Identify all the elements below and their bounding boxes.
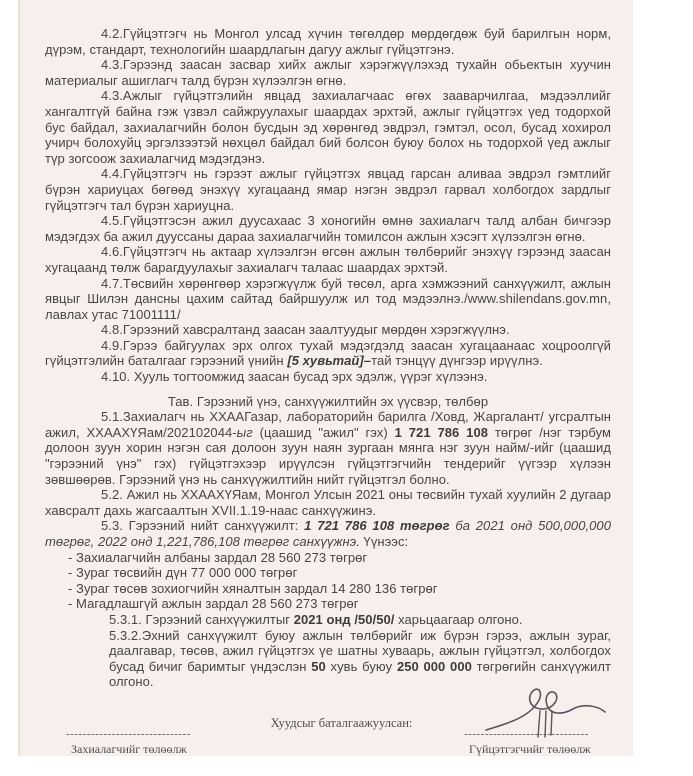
- paragraph-8: [45, 322, 611, 338]
- paragraph-4: [45, 166, 611, 213]
- paragraph-19: [109, 612, 611, 628]
- paragraph-3: [45, 88, 611, 166]
- text-segment: 4.3.Ажлыг гүйцэтгэлийн явцад захиалагчаас өгөх зааварчилгаа, мэдээллийг хангалтгүй байна гэж үзвэл сайжруулахыг шаардах эрхтэй, ажлыг гүйцэтгэх үед тодорхой бус байдал, захиалагчийн болон бусдын эд хөрөнгөд эвдрэл, гэмтэл, осол, бусад хохирол учирч болохуйц эргэлзээтэй нөхцөл байдал бий болсон буюу болох нь тодорхой үед ажлыг түр зогсоож захиалагчид мэдэгдэнэ.: [45, 88, 611, 166]
- text-segment: 5.3.2.Эхний санхүүжилт буюу ажлын төлбөрийг иж бүрэн гэрээ, ажлын зураг, даалгавар, төсөв, ажил гүйцэтгэх үе шатны хуваарь, ажлын гүйцэтгэл, холбогдох бусад бичиг баримтыг үндэслэн: [109, 627, 611, 674]
- paragraph-11: [45, 394, 611, 410]
- text-segment: [5 хувьтай]–: [287, 353, 372, 369]
- text-segment: Тав. Гэрээний үнэ, санхүүжилтийн эх үүсвэр, төлбөр: [167, 393, 489, 409]
- text-segment: 250 000 000: [396, 658, 472, 674]
- text-segment: 50: [311, 658, 326, 674]
- client-role-label: Захиалагчийг төлөөлж: [71, 742, 187, 756]
- text-segment: 5.2. Ажил нь ХХААХҮЯам, Монгол Улсын 2021 оны төсвийн тухай хуулийн 2 дугаар хавсралт дахь жагсаалтын XVII.1.19-наас санхүүжинэ.: [45, 487, 611, 518]
- paragraph-13: [45, 487, 611, 518]
- text-segment: 4.3.Гэрээнд заасан засвар хийх ажлыг хэрэгжүүлэхэд тухайн обьектын хуучин материалыг ашиглагч талд бүрэн хүлээлгэн өгнө.: [45, 57, 611, 88]
- text-segment: - Магадлашгүй ажлын зардал 28 560 273 төгрөг: [68, 596, 359, 612]
- contractor-signature-block: [464, 729, 590, 756]
- paragraph-1: [45, 26, 611, 57]
- text-segment: 4.9.Гэрээ байгуулах эрх олгох тухай мэдэгдэлд заасан хугацаанаас хоцроолгүй гүйцэтгэлийн баталгааг гэрээний үнийн: [45, 337, 611, 369]
- text-segment: 4.6.Гүйцэтгэгч нь актаар хүлээлгэн өгсөн ажлын төлбөрийг энэхүү гэрээнд заасан хугацаанд төлж барагдуулахыг захиалагч талаас шаардах эрхтэй.: [45, 244, 611, 275]
- text-segment: ба 2021 онд 500,000,000 төгрөг, 2022 онд 1,221,786,108 төгрөг санхүүжнэ.: [45, 518, 611, 549]
- text-segment: ыг: [236, 424, 253, 440]
- paragraph-12: [45, 409, 611, 487]
- paragraph-15: [68, 550, 611, 566]
- text-segment: - Захиалагчийн албаны зардал 28 560 273 төгрөг: [68, 549, 368, 565]
- document-page: [18, 0, 633, 756]
- text-segment: харьцаагаар олгоно.: [394, 611, 523, 627]
- text-segment: (цаашид "ажил" гэх): [252, 424, 395, 440]
- client-signature-line: ------------------------------: [66, 728, 191, 740]
- text-segment: 1 721 786 108 төгрөг: [304, 518, 450, 534]
- text-segment: төгрөгийн санхүүжилт олгоно.: [109, 658, 611, 690]
- text-segment: 1 721 786 108: [394, 424, 489, 440]
- paragraph-7: [45, 276, 611, 323]
- text-segment: - Зураг төсөв зохиогчийн хяналтын зардал 14 280 136 төгрөг: [68, 580, 438, 596]
- text-segment: 4.2.Гүйцэтгэгч нь Монгол улсад хүчин төгөлдөр мөрдөгдөж буй барилгын норм, дүрэм, стандарт, технологийн шаардлагын дагуу ажлыг гүйцэтгэнэ.: [45, 26, 611, 57]
- text-segment: хувь буюу: [325, 658, 397, 674]
- text-segment: 4.8.Гэрээний хавсралтанд заасан заалтуудыг мөрдөн хэрэгжүүлнэ.: [101, 322, 510, 338]
- paragraph-17: [68, 581, 611, 597]
- paragraph-10: [45, 369, 611, 385]
- paragraph-16: [68, 565, 611, 581]
- text-segment: 5.3.1. Гэрээний санхүүжилтыг: [109, 611, 294, 627]
- paragraph-14: [45, 518, 611, 549]
- contractor-role-label: Гүйцэтгэгчийг төлөөлж: [469, 742, 591, 756]
- client-signature-block: [66, 729, 191, 756]
- document-body: [20, 0, 633, 690]
- paragraph-6: [45, 244, 611, 275]
- text-segment: - Зураг төсвийн дүн 77 000 000 төгрөг: [68, 565, 298, 581]
- paragraph-18: [68, 596, 611, 612]
- text-segment: Үүнээс:: [359, 534, 409, 549]
- text-segment: 4.10. Хууль тогтоомжид заасан бусад эрх эдэлж, үүрэг хүлээнэ.: [101, 369, 488, 385]
- text-segment: төгрөг /нэг тэрбум долоон зуун хорин нэгэн сая долоон зуун наян зургаан мянга нэг зуун найм/-ийг (цаашид "гэрээний үнэ" гэх) гүйцэтгэхээр ирүүлсэн гүйцэтгэгчийн тендерийг үүгээр хүлээн зөвшөөрөв. Гэрээний үнэ нь санхүүжилтийн нийт гүйцэтгэл болно.: [45, 424, 611, 487]
- text-segment: 2021 онд /50/50/: [293, 611, 395, 627]
- text-segment: 4.7.Төсвийн хөрөнгөөр хэрэгжүүлж буй төсөл, арга хэмжээний санхүүжилт, ажлын явцыг Шилэн дансны цахим сайтад байршуулж ил тод мэдээлнэ./www.shilendans.gov.mn, лавлах утас 71001111/: [45, 275, 611, 322]
- paragraph-5: [45, 213, 611, 244]
- paragraph-9: [45, 338, 611, 369]
- text-segment: 4.4.Гүйцэтгэгч нь гэрээт ажлыг гүйцэтгэх явцад гарсан аливаа эвдрэл гэмтлийг бүрэн хариуцах бөгөөд энэхүү хугацаанд ямар нэгэн эвдрэл гарвал холбогдох зардлыг гүйцэтгэгч тал бүрэн хариуцна.: [45, 166, 611, 213]
- contractor-signature-line: ------------------------------: [464, 728, 589, 740]
- text-segment: 4.5.Гүйцэтгэсэн ажил дуусахаас 3 хоногийн өмнө захиалагч талд албан бичгээр мэдэгдэх ба ажил дууссаны дараа захиалагчийн томилсон ажлын хэсэгт хүлээлгэн өгнө.: [45, 213, 611, 244]
- text-segment: 5.1.Захиалагч нь ХХААГазар, лабораторийн барилга /Ховд, Жаргалант/ угсралтын ажил, ХХААХҮЯам/202102044-: [45, 409, 611, 440]
- text-segment: тай тэнцүү дүнгээр ирүүлнэ.: [371, 353, 543, 369]
- text-segment: 5.3. Гэрээний нийт санхүүжилт:: [101, 518, 305, 534]
- certify-label: Хуудсыг баталгаажуулсан:: [270, 716, 413, 730]
- paragraph-2: [45, 57, 611, 88]
